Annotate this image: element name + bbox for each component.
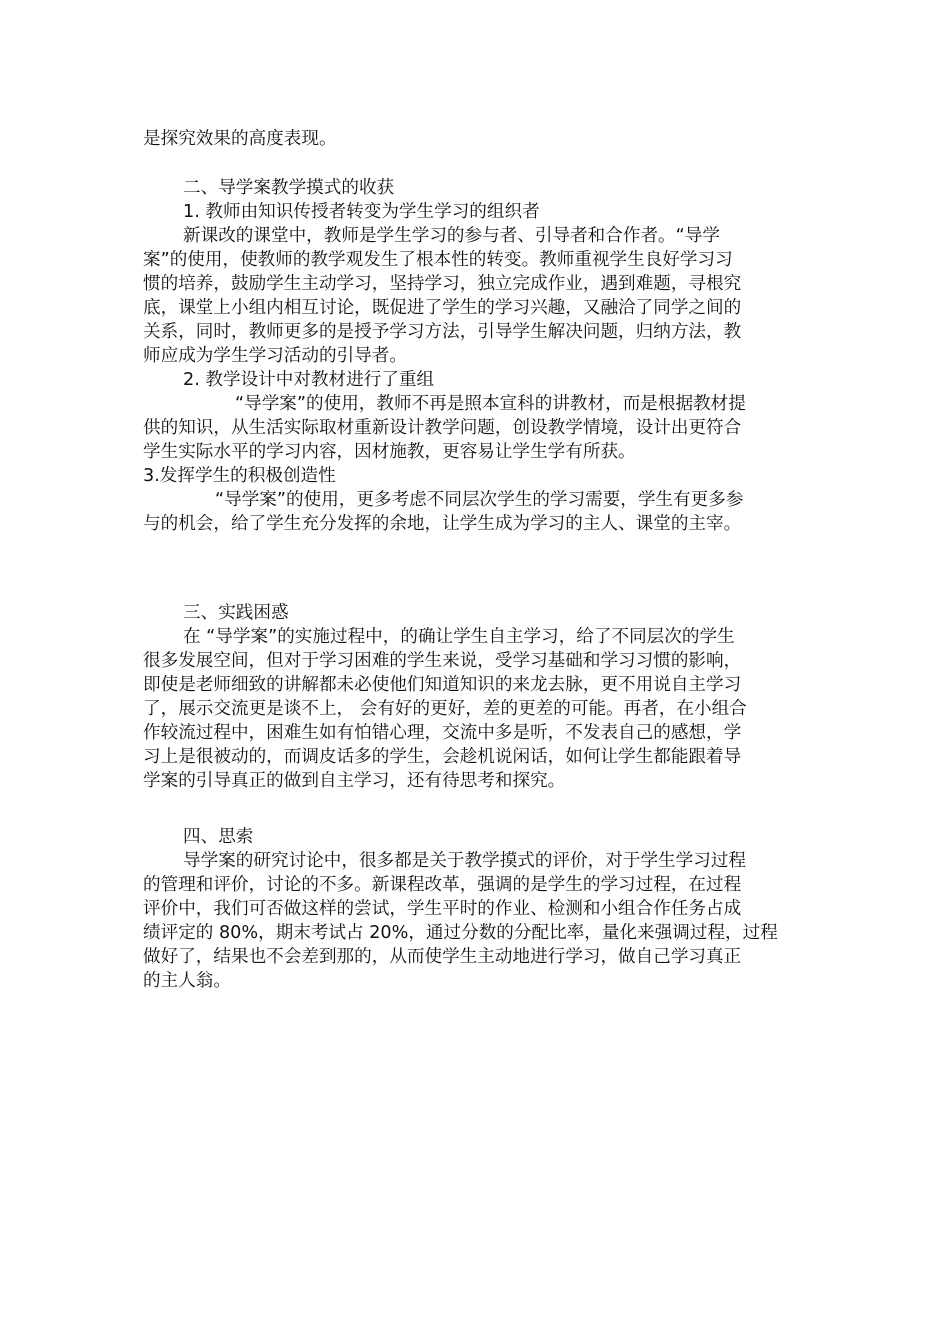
paragraph-line: “导学案”的使用，更多考虑不同层次学生的学习需要，学生有更多参 <box>215 490 744 510</box>
intro-paragraph <box>143 127 813 151</box>
paragraph-line: 的主人翁。 <box>143 971 231 991</box>
paragraph-line: 作较流过程中，困难生如有怕错心理，交流中多是听，不发表自己的感想，学 <box>143 723 742 743</box>
paragraph-line: 与的机会，给了学生充分发挥的余地，让学生成为学习的主人、课堂的主宰。 <box>143 514 742 534</box>
section-heading: 二、导学案教学摸式的收获 <box>183 178 395 198</box>
section-4 <box>143 825 813 993</box>
paragraph-line: 绩评定的 80%，期末考试占 20%，通过分数的分配比率，量化来强调过程，过程 <box>143 923 778 943</box>
paragraph-line: 底，课堂上小组内相互讨论，既促进了学生的学习兴趣，又融洽了同学之间的 <box>143 298 742 318</box>
section-3 <box>143 601 813 793</box>
paragraph-line: 很多发展空间，但对于学习困难的学生来说，受学习基础和学习习惯的影响， <box>143 651 742 671</box>
paragraph-line: 导学案的研究讨论中，很多都是关于教学摸式的评价，对于学生学习过程 <box>183 851 747 871</box>
section-heading: 三、实践困惑 <box>183 603 289 623</box>
paragraph-line: 了，展示交流更是谈不上， 会有好的更好，差的更差的可能。再者，在小组合 <box>143 699 747 719</box>
paragraph-line: 习上是很被动的，而调皮话多的学生，会趁机说闲话，如何让学生都能跟着导 <box>143 747 742 767</box>
subsection-title: 2. 教学设计中对教材进行了重组 <box>183 370 435 390</box>
paragraph-line: 师应成为学生学习活动的引导者。 <box>143 346 407 366</box>
paragraph-line: 供的知识，从生活实际取材重新设计教学问题，创设教学情境，设计出更符合 <box>143 418 742 438</box>
paragraph-line: “导学案”的使用，教师不再是照本宣科的讲教材，而是根据教材提 <box>235 394 746 414</box>
paragraph-line: 学案的引导真正的做到自主学习，还有待思考和探究。 <box>143 771 566 791</box>
paragraph-line: 案”的使用，使教师的教学观发生了根本性的转变。教师重视学生良好学习习 <box>143 250 733 270</box>
subsection-title: 1. 教师由知识传授者转变为学生学习的组织者 <box>183 202 540 222</box>
paragraph-line: 做好了，结果也不会差到那的，从而使学生主动地进行学习，做自己学习真正 <box>143 947 742 967</box>
subsection-title: 3.发挥学生的积极创造性 <box>143 466 336 486</box>
section-heading: 四、思索 <box>183 827 254 847</box>
paragraph-line: 的管理和评价，讨论的不多。新课程改革，强调的是学生的学习过程，在过程 <box>143 875 742 895</box>
paragraph-line: 评价中，我们可否做这样的尝试，学生平时的作业、检测和小组合作任务占成 <box>143 899 742 919</box>
paragraph-line: 新课改的课堂中，教师是学生学习的参与者、引导者和合作者。“导学 <box>183 226 720 246</box>
paragraph-line: 学生实际水平的学习内容，因材施教，更容易让学生学有所获。 <box>143 442 636 462</box>
paragraph-line: 惯的培养，鼓励学生主动学习，坚持学习，独立完成作业，遇到难题，寻根究 <box>143 274 742 294</box>
section-2 <box>143 176 813 536</box>
paragraph-line: 即使是老师细致的讲解都未必使他们知道知识的来龙去脉，更不用说自主学习 <box>143 675 742 695</box>
paragraph-line: 是探究效果的高度表现。 <box>143 129 337 149</box>
paragraph-line: 在 “导学案”的实施过程中，的确让学生自主学习，给了不同层次的学生 <box>183 627 735 647</box>
paragraph-line: 关系，同时，教师更多的是授予学习方法，引导学生解决问题，归纳方法，教 <box>143 322 742 342</box>
